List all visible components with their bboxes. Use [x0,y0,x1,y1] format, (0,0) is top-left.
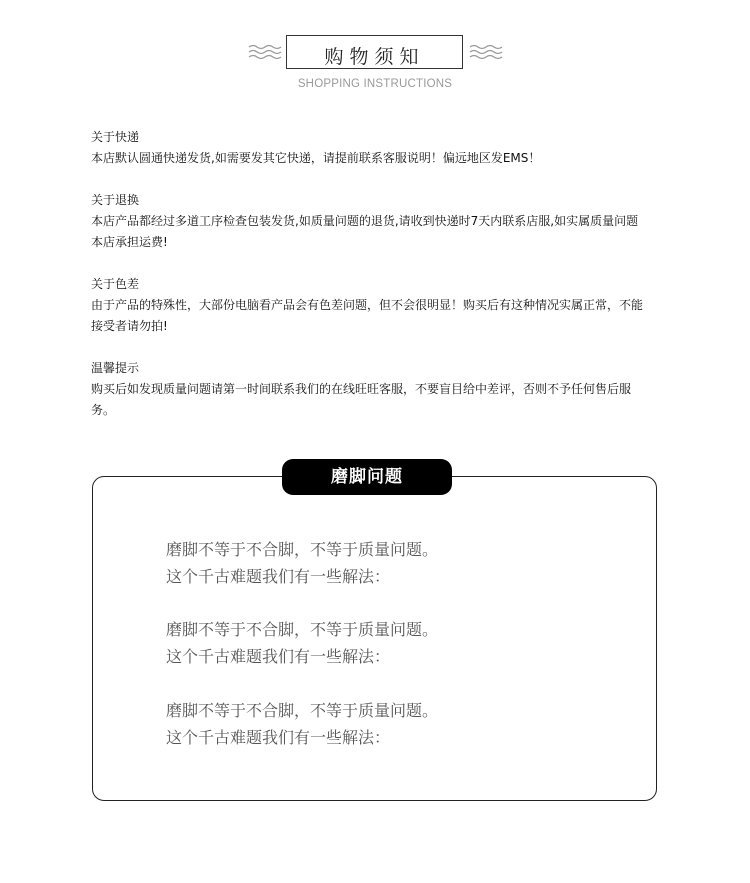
section-text-line: 务。 [91,403,116,417]
panel-paragraph-line: 这个千古难题我们有一些解法： [166,728,391,747]
panel-paragraph [166,697,566,751]
section-heading: 关于色差 [91,277,140,291]
page-title: 购物须知 [324,46,425,68]
panel-paragraph-line: 磨脚不等于不合脚，不等于质量问题。 [166,540,439,559]
panel-paragraph-line: 磨脚不等于不合脚，不等于质量问题。 [166,620,439,639]
panel-paragraph [166,616,566,670]
panel-paragraph [166,536,566,590]
section-heading: 温馨提示 [91,361,140,375]
section-heading: 关于退换 [91,193,140,207]
section-text-line: 本店产品都经过多道工序检查包装发货,如质量问题的退货,请收到快递时7天内联系店服,如实属质量问题 [91,214,639,228]
section-text-line: 本店默认圆通快递发货,如需要发其它快递，请提前联系客服说明！偏远地区发EMS！ [91,151,541,165]
page-subtitle: SHOPPING INSTRUCTIONS [297,78,453,90]
section-text-line: 本店承担运费! [91,235,168,249]
wave-decoration-icon [469,44,503,60]
panel-title-badge: 磨脚问题 [282,459,452,495]
header [0,0,750,100]
panel-paragraph-line: 这个千古难题我们有一些解法： [166,647,391,666]
section-text-line: 由于产品的特殊性，大部份电脑看产品会有色差问题，但不会很明显！购买后有这种情况实属正常，不能 [91,298,644,312]
panel-paragraph-line: 磨脚不等于不合脚，不等于质量问题。 [166,701,439,720]
section-shipping [91,127,661,169]
title-frame [286,35,463,69]
section-color-difference [91,274,661,337]
section-text-line: 接受者请勿拍! [91,319,168,333]
section-tips [91,358,661,421]
wave-decoration-icon [248,44,282,60]
panel-paragraph-line: 这个千古难题我们有一些解法： [166,567,391,586]
section-heading: 关于快递 [91,130,140,144]
section-text-line: 购买后如发现质量问题请第一时间联系我们的在线旺旺客服，不要盲目给中差评，否则不予任何售后服 [91,382,632,396]
section-returns [91,190,661,253]
